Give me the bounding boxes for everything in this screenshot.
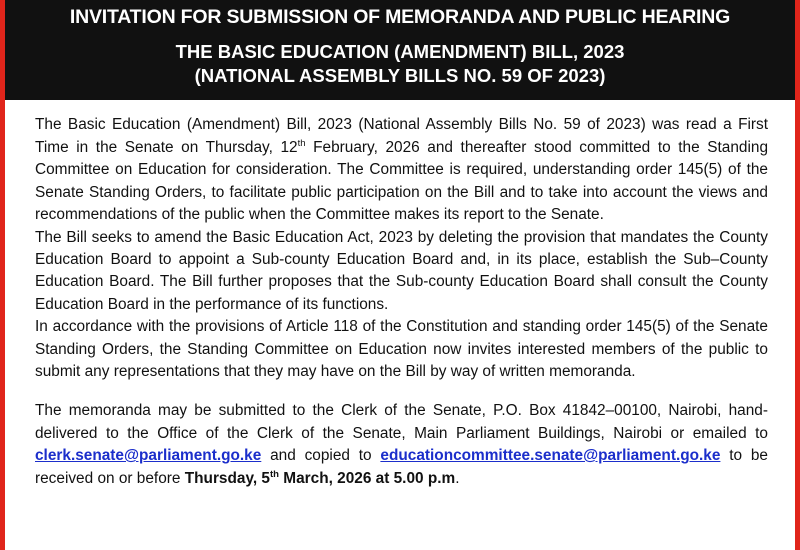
ordinal-suffix-5th: th — [269, 468, 279, 480]
paragraph-invitation: In accordance with the provisions of Article 118 of the Constitution and standing order 145(5) of the Senate Standing Orders, the Standing Committee on Education now invites interested members of the public to submit any representations that they may have on the Bill by way of written memoranda. — [35, 318, 768, 380]
paragraph-submission-details — [35, 400, 768, 490]
submission-text-end: . — [455, 469, 460, 487]
header-title-bill: THE BASIC EDUCATION (AMENDMENT) BILL, 2023 — [175, 41, 625, 63]
paragraph-spacer — [35, 383, 768, 400]
header-title-bill-number: (NATIONAL ASSEMBLY BILLS NO. 59 OF 2023) — [194, 65, 606, 87]
paragraph-first-reading-text-b: February, 2026 and thereafter stood committed to the Standing Committee on Education for consideration. The Committee is required, understanding order 145(5) of the Senate Standing Orders, to facilitate public participation on the Bill and to take into account the views and recommendations of the public when the Committee makes its report to the Senate. — [35, 138, 769, 224]
notice-header-banner — [5, 0, 795, 100]
education-committee-email-link[interactable]: educationcommittee.senate@parliament.go.ke — [380, 447, 721, 465]
paragraph-bill-purpose: The Bill seeks to amend the Basic Education Act, 2023 by deleting the provision that mandates the County Education Board to appoint a Sub-county Education Board and, in its place, establish the Sub–County Education Board. The Bill further proposes that the Sub-county Education Board shall consult the County Education Board in the performance of its functions. — [35, 228, 768, 313]
deadline-text-a: Thursday, 5 — [184, 469, 270, 487]
submission-text-a: The memoranda may be submitted to the Clerk of the Senate, P.O. Box 41842–00100, Nairobi, hand-delivered to the Office of the Clerk of the Senate, Main Parliament Buildings, Nairobi or emailed to — [35, 402, 768, 442]
header-title-invitation: INVITATION FOR SUBMISSION OF MEMORANDA AND PUBLIC HEARING — [69, 6, 731, 28]
paragraph-first-reading — [35, 114, 768, 226]
deadline-text-b: March, 2026 at 5.00 p.m — [278, 469, 456, 487]
submission-text-b: and copied to — [261, 447, 381, 465]
submission-text-c: to be received on or before — [35, 447, 768, 487]
notice-content — [5, 0, 795, 550]
notice-body — [5, 100, 795, 490]
paragraph-first-reading-text-a: The Basic Education (Amendment) Bill, 2023 (National Assembly Bills No. 59 of 2023) was read a First Time in the Senate on Thursday, 12 — [35, 116, 768, 156]
ordinal-suffix-12th: th — [297, 137, 306, 149]
clerk-email-link[interactable]: clerk.senate@parliament.go.ke — [35, 447, 262, 465]
right-red-rule — [795, 0, 800, 550]
